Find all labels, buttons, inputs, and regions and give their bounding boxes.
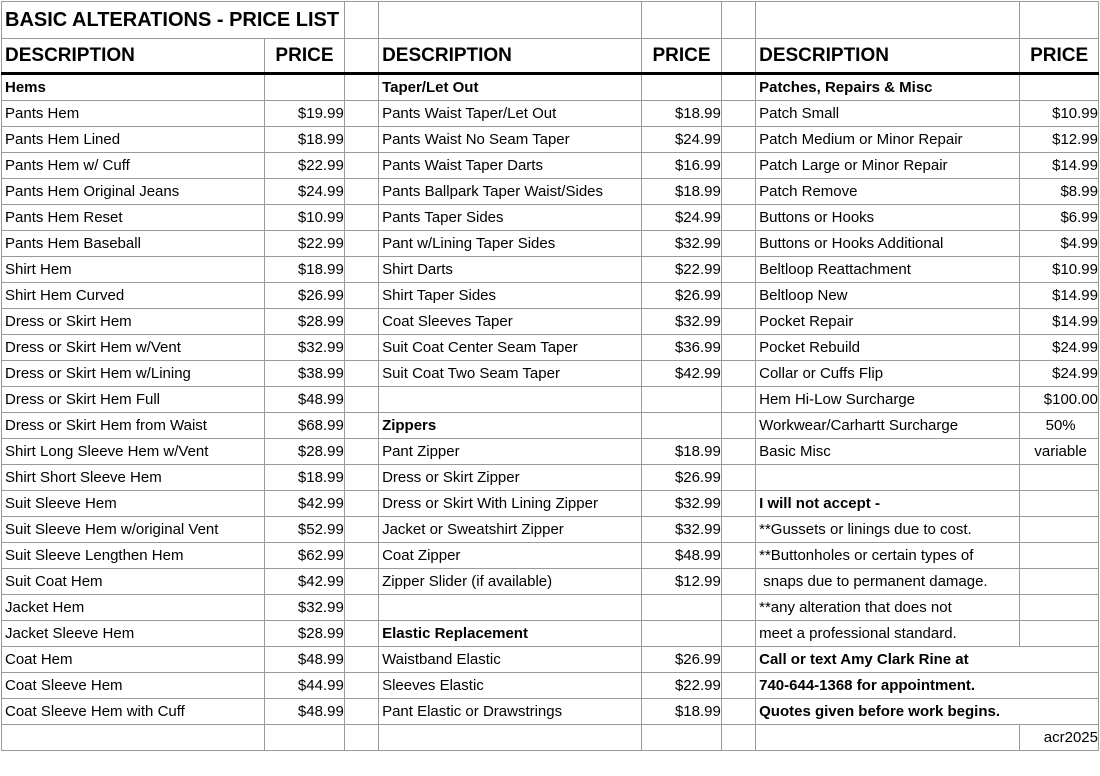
item-description: Suit Sleeve Hem: [2, 491, 265, 517]
item-description: Basic Misc: [756, 439, 1020, 465]
item-price: $24.99: [642, 205, 722, 231]
item-price: $24.99: [1020, 335, 1099, 361]
item-price: $6.99: [1020, 205, 1099, 231]
item-description: Buttons or Hooks: [756, 205, 1020, 231]
item-price: $8.99: [1020, 179, 1099, 205]
item-description: Buttons or Hooks Additional: [756, 231, 1020, 257]
item-description: Shirt Long Sleeve Hem w/Vent: [2, 439, 265, 465]
item-price: 50%: [1020, 413, 1099, 439]
item-description: Shirt Hem Curved: [2, 283, 265, 309]
item-price: $14.99: [1020, 309, 1099, 335]
header-row: [2, 39, 1099, 74]
price-list-table: [1, 1, 1099, 751]
column-header-description: DESCRIPTION: [756, 39, 1020, 74]
item-price: $42.99: [642, 361, 722, 387]
item-price: $32.99: [642, 309, 722, 335]
table-row: [2, 153, 1099, 179]
item-description: Suit Coat Hem: [2, 569, 265, 595]
notes-line: **any alteration that does not: [756, 595, 1020, 621]
notes-line: **Gussets or linings due to cost.: [756, 517, 1020, 543]
table-row: [2, 205, 1099, 231]
item-description: Shirt Darts: [379, 257, 642, 283]
contact-line: Quotes given before work begins.: [756, 699, 1099, 725]
item-price: $32.99: [642, 491, 722, 517]
item-price: $32.99: [265, 335, 345, 361]
item-description: Dress or Skirt Hem: [2, 309, 265, 335]
table-row: [2, 179, 1099, 205]
item-description: Jacket Sleeve Hem: [2, 621, 265, 647]
item-price: $18.99: [642, 101, 722, 127]
item-description: Suit Sleeve Hem w/original Vent: [2, 517, 265, 543]
table-row: [2, 465, 1099, 491]
item-description: Shirt Hem: [2, 257, 265, 283]
item-description: Dress or Skirt Hem Full: [2, 387, 265, 413]
item-description: Zipper Slider (if available): [379, 569, 642, 595]
table-row: [2, 257, 1099, 283]
table-row: [2, 361, 1099, 387]
section-heading-zippers: Zippers: [379, 413, 642, 439]
table-row: [2, 621, 1099, 647]
item-description: Suit Coat Center Seam Taper: [379, 335, 642, 361]
item-description: Coat Sleeve Hem with Cuff: [2, 699, 265, 725]
item-description: Patch Medium or Minor Repair: [756, 127, 1020, 153]
item-price: $24.99: [642, 127, 722, 153]
section-heading-patches: Patches, Repairs & Misc: [756, 74, 1020, 101]
item-description: Waistband Elastic: [379, 647, 642, 673]
item-description: Pant Elastic or Drawstrings: [379, 699, 642, 725]
item-description: Hem Hi-Low Surcharge: [756, 387, 1020, 413]
item-price: $22.99: [642, 673, 722, 699]
item-description: Pants Hem Reset: [2, 205, 265, 231]
item-price: $26.99: [265, 283, 345, 309]
item-price: $10.99: [1020, 257, 1099, 283]
section-row: [2, 74, 1099, 101]
item-price: $32.99: [642, 231, 722, 257]
item-description: Coat Hem: [2, 647, 265, 673]
table-row: [2, 231, 1099, 257]
item-description: Pant w/Lining Taper Sides: [379, 231, 642, 257]
item-description: Pants Hem Original Jeans: [2, 179, 265, 205]
title-row: [2, 2, 1099, 39]
column-header-price: PRICE: [1020, 39, 1099, 74]
table-row: [2, 491, 1099, 517]
item-description: Coat Zipper: [379, 543, 642, 569]
item-price: $26.99: [642, 283, 722, 309]
table-row: [2, 283, 1099, 309]
table-row: [2, 309, 1099, 335]
item-price: $18.99: [642, 179, 722, 205]
item-description: Pants Waist Taper/Let Out: [379, 101, 642, 127]
item-description: Suit Coat Two Seam Taper: [379, 361, 642, 387]
item-price: $26.99: [642, 647, 722, 673]
item-price: $100.00: [1020, 387, 1099, 413]
table-row: [2, 725, 1099, 751]
item-description: Dress or Skirt Hem w/Vent: [2, 335, 265, 361]
table-row: [2, 647, 1099, 673]
item-price: $18.99: [642, 439, 722, 465]
column-header-price: PRICE: [642, 39, 722, 74]
item-description: Beltloop Reattachment: [756, 257, 1020, 283]
item-price: $44.99: [265, 673, 345, 699]
item-description: Pants Hem: [2, 101, 265, 127]
section-heading-hems: Hems: [2, 74, 265, 101]
item-price: $48.99: [265, 387, 345, 413]
item-price: $14.99: [1020, 283, 1099, 309]
contact-line: 740-644-1368 for appointment.: [756, 673, 1099, 699]
table-row: [2, 543, 1099, 569]
item-price: $24.99: [265, 179, 345, 205]
item-description: Patch Small: [756, 101, 1020, 127]
item-description: Jacket or Sweatshirt Zipper: [379, 517, 642, 543]
item-description: Coat Sleeves Taper: [379, 309, 642, 335]
item-description: Dress or Skirt Zipper: [379, 465, 642, 491]
item-description: Dress or Skirt Hem from Waist: [2, 413, 265, 439]
item-price: $28.99: [265, 309, 345, 335]
item-price: $10.99: [1020, 101, 1099, 127]
item-description: Dress or Skirt With Lining Zipper: [379, 491, 642, 517]
contact-line: Call or text Amy Clark Rine at: [756, 647, 1099, 673]
item-description: Shirt Short Sleeve Hem: [2, 465, 265, 491]
item-price: $16.99: [642, 153, 722, 179]
item-price: $18.99: [265, 127, 345, 153]
item-description: Shirt Taper Sides: [379, 283, 642, 309]
item-price: $32.99: [265, 595, 345, 621]
table-row: [2, 439, 1099, 465]
item-price: $24.99: [1020, 361, 1099, 387]
item-price: $10.99: [265, 205, 345, 231]
table-row: [2, 413, 1099, 439]
table-row: [2, 569, 1099, 595]
item-price: $48.99: [265, 647, 345, 673]
item-description: Pant Zipper: [379, 439, 642, 465]
item-price: $18.99: [265, 465, 345, 491]
item-price: $48.99: [642, 543, 722, 569]
item-description: Beltloop New: [756, 283, 1020, 309]
item-description: Collar or Cuffs Flip: [756, 361, 1020, 387]
item-price: $12.99: [642, 569, 722, 595]
item-description: Pants Ballpark Taper Waist/Sides: [379, 179, 642, 205]
item-description: Pants Waist Taper Darts: [379, 153, 642, 179]
item-price: $68.99: [265, 413, 345, 439]
item-price: variable: [1020, 439, 1099, 465]
item-description: Pocket Rebuild: [756, 335, 1020, 361]
table-row: [2, 335, 1099, 361]
item-price: $52.99: [265, 517, 345, 543]
table-row: [2, 595, 1099, 621]
signature: acr2025: [1020, 725, 1099, 751]
notes-line: meet a professional standard.: [756, 621, 1020, 647]
item-price: $22.99: [265, 153, 345, 179]
section-heading-taper: Taper/Let Out: [379, 74, 642, 101]
item-price: $48.99: [265, 699, 345, 725]
item-description: Workwear/Carhartt Surcharge: [756, 413, 1020, 439]
column-header-description: DESCRIPTION: [2, 39, 265, 74]
item-description: Pants Hem w/ Cuff: [2, 153, 265, 179]
item-price: $4.99: [1020, 231, 1099, 257]
item-price: $26.99: [642, 465, 722, 491]
page-title: BASIC ALTERATIONS - PRICE LIST: [2, 2, 345, 39]
table-row: [2, 101, 1099, 127]
table-row: [2, 517, 1099, 543]
item-price: $22.99: [265, 231, 345, 257]
item-price: $28.99: [265, 621, 345, 647]
table-row: [2, 387, 1099, 413]
column-header-description: DESCRIPTION: [379, 39, 642, 74]
item-price: $18.99: [265, 257, 345, 283]
item-price: $32.99: [642, 517, 722, 543]
item-price: $62.99: [265, 543, 345, 569]
section-heading-elastic: Elastic Replacement: [379, 621, 642, 647]
item-description: Pants Taper Sides: [379, 205, 642, 231]
item-price: $42.99: [265, 569, 345, 595]
notes-line: snaps due to permanent damage.: [756, 569, 1020, 595]
item-price: $19.99: [265, 101, 345, 127]
item-description: Pants Waist No Seam Taper: [379, 127, 642, 153]
column-header-price: PRICE: [265, 39, 345, 74]
item-price: $14.99: [1020, 153, 1099, 179]
item-description: Patch Remove: [756, 179, 1020, 205]
table-row: [2, 699, 1099, 725]
item-description: Suit Sleeve Lengthen Hem: [2, 543, 265, 569]
item-price: $18.99: [642, 699, 722, 725]
item-description: Patch Large or Minor Repair: [756, 153, 1020, 179]
item-description: Jacket Hem: [2, 595, 265, 621]
item-description: Dress or Skirt Hem w/Lining: [2, 361, 265, 387]
item-description: Pants Hem Lined: [2, 127, 265, 153]
item-description: Pants Hem Baseball: [2, 231, 265, 257]
item-price: $38.99: [265, 361, 345, 387]
notes-line: **Buttonholes or certain types of: [756, 543, 1020, 569]
item-price: $12.99: [1020, 127, 1099, 153]
table-row: [2, 127, 1099, 153]
item-price: $36.99: [642, 335, 722, 361]
item-price: $28.99: [265, 439, 345, 465]
notes-heading: I will not accept -: [756, 491, 1020, 517]
item-description: Sleeves Elastic: [379, 673, 642, 699]
table-row: [2, 673, 1099, 699]
item-price: $22.99: [642, 257, 722, 283]
item-description: Pocket Repair: [756, 309, 1020, 335]
item-price: $42.99: [265, 491, 345, 517]
item-description: Coat Sleeve Hem: [2, 673, 265, 699]
